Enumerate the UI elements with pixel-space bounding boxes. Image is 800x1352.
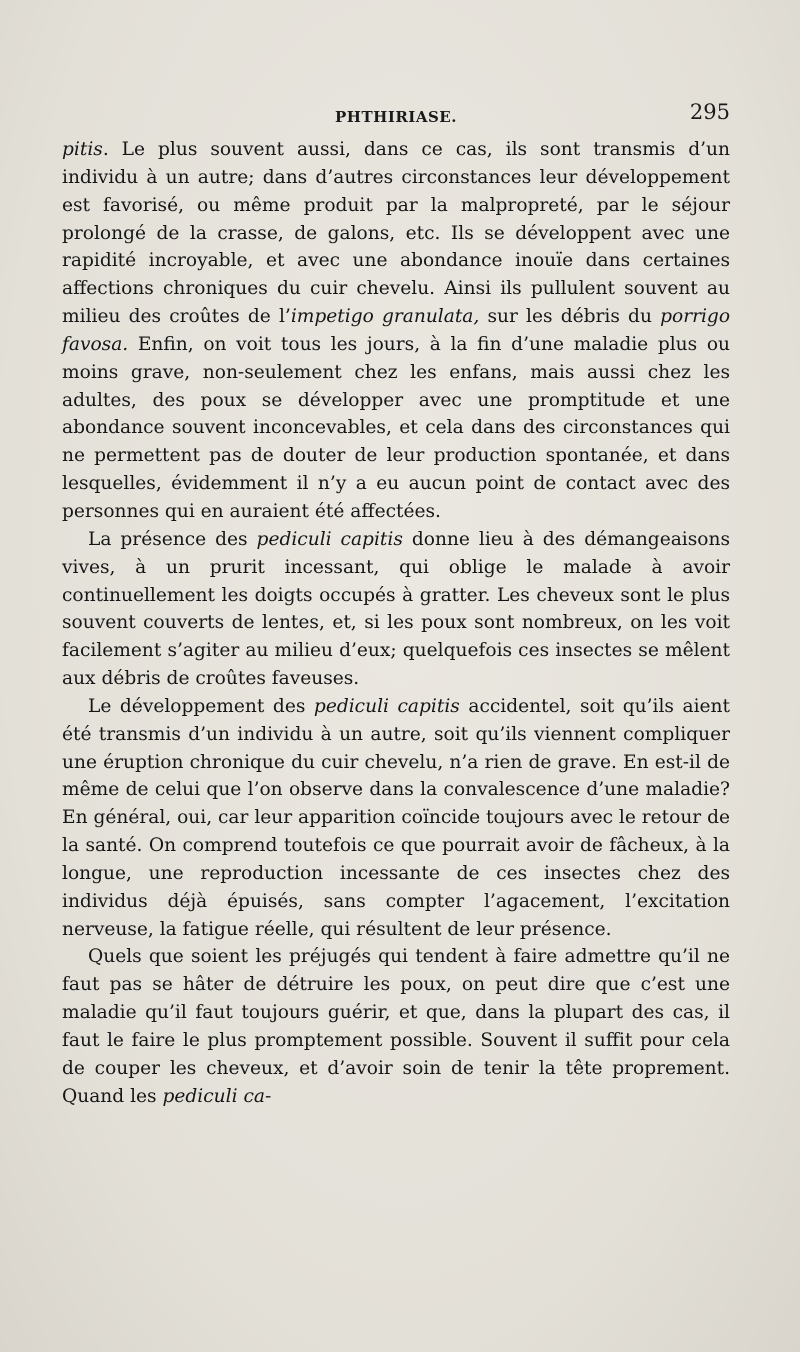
text-segment: pediculi capitis (313, 695, 460, 717)
paragraph (62, 136, 730, 526)
text-segment: accidentel, soit qu’ils aient été transmis d’un individu à un autre, soit qu’ils viennent compliquer une éruption chronique du cuir chevelu, n’a rien de grave. En est-il de même de celui que l’on observe dans la convalescence d’une maladie? En général, oui, car leur apparition coïncide toujours avec le retour de la santé. On comprend toutefois ce que pourrait avoir de fâcheux, à la longue, une reproduction incessante de ces insectes chez des individus déjà épuisés, sans compter l’agacement, l’excitation nerveuse, la fatigue réelle, qui résultent de leur présence. (62, 695, 730, 940)
text-segment: porrigo favosa. (62, 306, 731, 355)
text-segment: Quels que soient les préjugés qui tendent à faire admettre qu’il ne faut pas se hâter de détruire les poux, on peut dire que c’est une maladie qu’il faut toujours guérir, et que, dans la plupart des cas, il faut le faire le plus promptement possible. Souvent il suffit pour cela de couper les cheveux, et d’avoir soin de tenir la tête proprement. Quand les (62, 946, 730, 1107)
paragraph (62, 526, 730, 693)
text-segment: sur les débris du (479, 306, 661, 328)
text-segment: Enfin, on voit tous les jours, à la fin d’une maladie plus ou moins grave, non-seulement chez les enfans, mais aussi chez les adultes, des poux se développer avec une promptitude et une abondance souvent inconcevables, et cela dans des circonstances qui ne permettent pas de douter de leur production spontanée, et dans lesquelles, évidemment il n’y a eu aucun point de contact avec des personnes qui en auraient été affectées. (62, 333, 730, 522)
body-text (62, 136, 730, 1111)
paragraph (62, 943, 730, 1110)
text-segment: pediculi capitis (256, 528, 403, 550)
running-title: PHTHIRIASE. (335, 108, 457, 126)
text-segment: La présence des (88, 528, 257, 550)
page-header (62, 100, 730, 134)
text-segment: pediculi ca- (162, 1085, 272, 1107)
text-segment: impetigo granulata, (290, 306, 480, 328)
text-segment: . Le plus souvent aussi, dans ce cas, ils sont transmis d’un individu à un autre; dans d’autres circonstances leur développement est favorisé, ou même produit par la malpropreté, par le séjour prolongé de la crasse, de galons, etc. Ils se développent avec une rapidité incroyable, et avec une abondance inouïe dans certaines affections chroniques du cuir chevelu. Ainsi ils pullulent souvent au milieu des croûtes de l’ (62, 139, 730, 328)
page-number: 295 (689, 100, 730, 124)
text-segment: pitis (62, 139, 103, 160)
paragraph (62, 693, 730, 944)
text-segment: Le développement des (88, 695, 314, 717)
text-segment: donne lieu à des démangeaisons vives, à un prurit incessant, qui oblige le malade à avoir continuellement les doigts occupés à gratter. Les cheveux sont le plus souvent couverts de lentes, et, si les poux sont nombreux, on les voit facilement s’agiter au milieu d’eux; quelquefois ces insectes se mêlent aux débris de croûtes faveuses. (62, 528, 730, 690)
